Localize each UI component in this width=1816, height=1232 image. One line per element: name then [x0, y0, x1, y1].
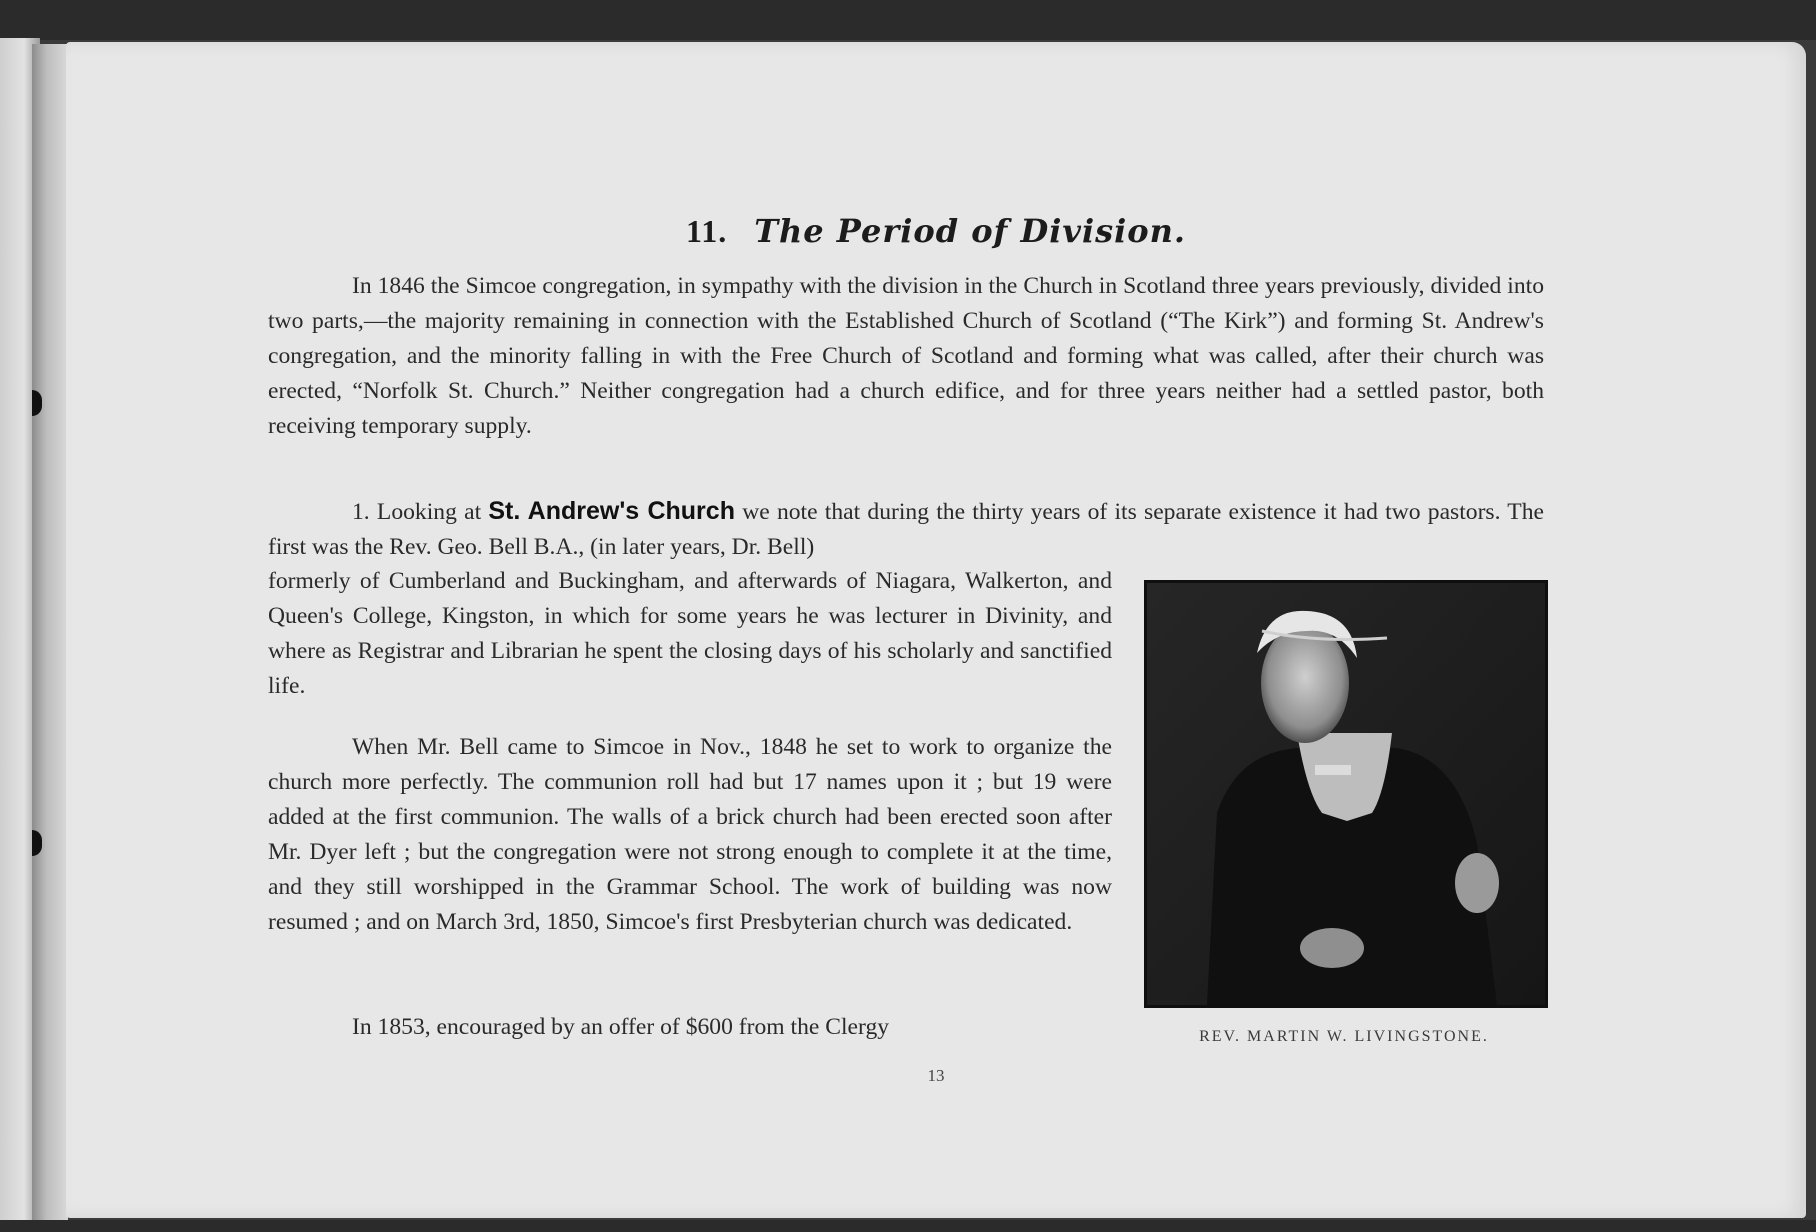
scan-background-bottom — [0, 1220, 1816, 1232]
section-one-continued: formerly of Cumberland and Buckingham, and afterwards of Niagara, Walkerton, and Queen's College, Kingston, in which for some years he was lecturer in Divinity, and where as Registrar and Librarian he spent the closing days of his scholarly and sanctified life. — [268, 568, 1112, 699]
page-number: 13 — [927, 1066, 945, 1085]
chapter-title: The Period of Division. — [754, 212, 1187, 250]
book-page — [66, 42, 1806, 1218]
portrait-figure — [1147, 583, 1545, 1005]
book-spine — [32, 44, 68, 1220]
closing-paragraph: In 1853, encouraged by an offer of $600 from the Clergy — [352, 1014, 890, 1040]
chapter-number: 11. — [685, 213, 728, 249]
chapter-heading — [66, 212, 1806, 250]
section-one-text: we note that during the thirty years of its separate existence it had two pastors. The first was the Rev. Geo. Bell B.A., (in later years, Dr. Bell) — [268, 499, 1544, 560]
portrait-photo — [1144, 580, 1548, 1008]
intro-paragraph: In 1846 the Simcoe congregation, in sympathy with the division in the Church in Scotland three years previously, divided into two parts,—the majority remaining in connection with the Established Church of Scotland (“The Kirk”) and forming St. Andrew's congregation, and the minority falling in with the Free Church of Scotland and forming what was called, after their church was erected, “Norfolk St. Church.” Neither congregation had a church edifice, and for three years neither had a settled pastor, both receiving temporary supply. — [268, 273, 1544, 439]
bell-arrival-paragraph: When Mr. Bell came to Simcoe in Nov., 1848 he set to work to organize the church more perfectly. The communion roll had but 17 names upon it ; but 19 were added at the first communion. The walls of a brick church had been erected soon after Mr. Dyer left ; but the congregation were not strong enough to complete it at the time, and they still worshipped in the Grammar School. The work of building was now resumed ; and on March 3rd, 1850, Simcoe's first Presbyterian church was dedicated. — [268, 734, 1112, 935]
section-one-lead: 1. Looking at — [352, 499, 482, 525]
portrait-caption: REV. MARTIN W. LIVINGSTONE. — [1199, 1028, 1489, 1045]
st-andrews-church-heading: St. Andrew's Church — [488, 497, 735, 525]
scan-background-top — [0, 0, 1816, 40]
